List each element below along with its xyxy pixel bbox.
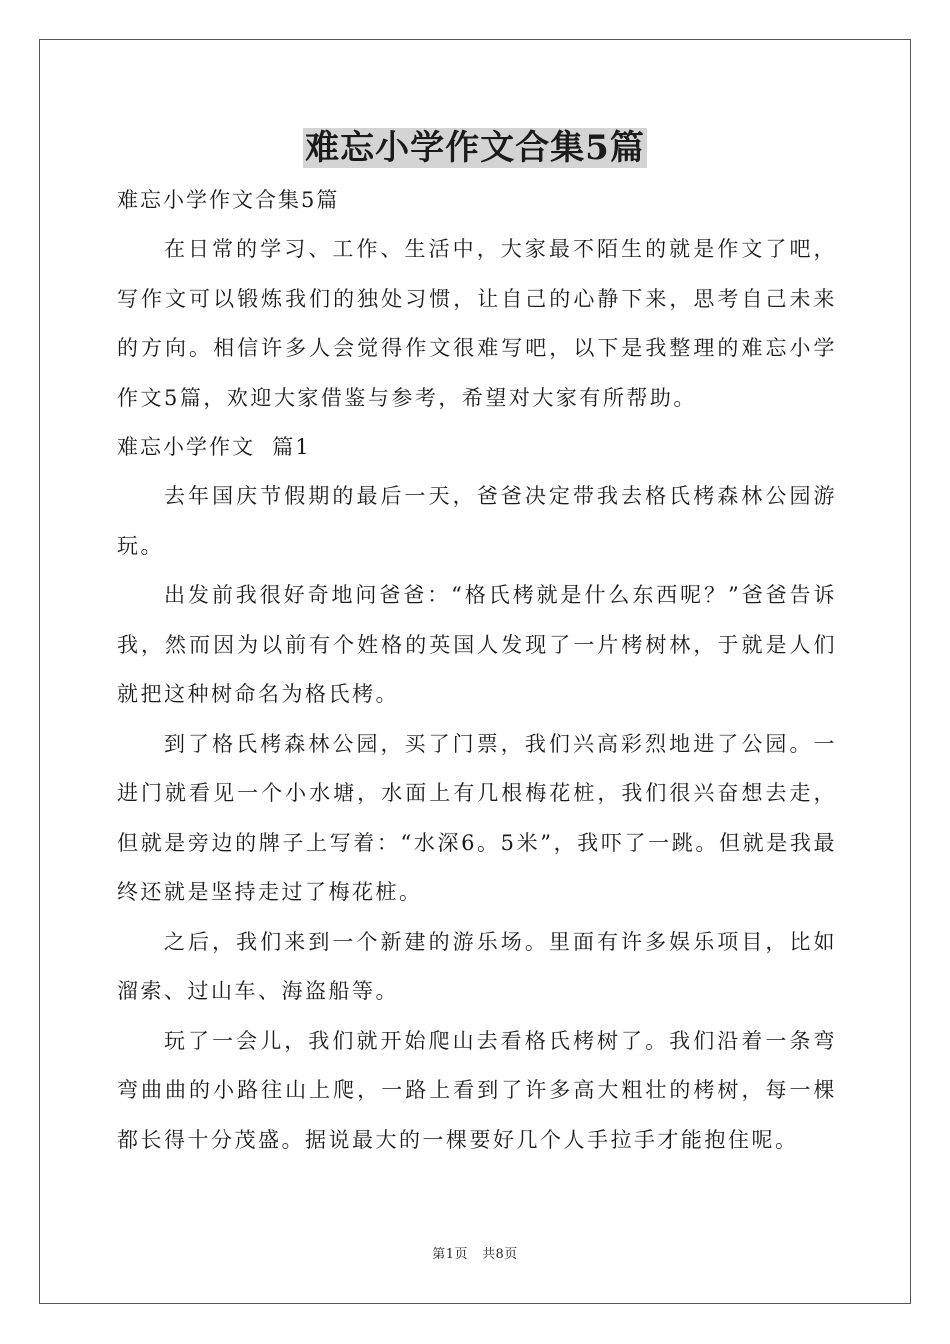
body-paragraph: 出发前我很好奇地问爸爸：“格氏栲就是什么东西呢？”爸爸告诉我，然而因为以前有个姓格的英国人发现了一片栲树林，于就是人们就把这种树命名为格氏栲。: [117, 583, 837, 706]
intro-paragraph: 在日常的学习、工作、生活中，大家最不陌生的就是作文了吧，写作文可以锻炼我们的独处习惯，让自己的心静下来，思考自己未来的方向。相信许多人会觉得作文很难写吧，以下是我整理的难忘小学作文5篇，欢迎大家借鉴与参考，希望对大家有所帮助。: [117, 237, 837, 410]
body-paragraph: 到了格氏栲森林公园，买了门票，我们兴高彩烈地进了公园。一进门就看见一个小水塘，水面上有几根梅花桩，我们很兴奋想去走，但就是旁边的牌子上写着：“水深6。5米”，我吓了一跳。但就是我最终还就是坚持走过了梅花桩。: [117, 731, 837, 904]
document-subtitle: 难忘小学作文合集5篇: [117, 188, 340, 212]
document-body: [117, 176, 837, 1165]
body-paragraph: 玩了一会儿，我们就开始爬山去看格氏栲树了。我们沿着一条弯弯曲曲的小路往山上爬，一路上看到了许多高大粗壮的栲树，每一棵都长得十分茂盛。据说最大的一棵要好几个人手拉手才能抱住呢。: [117, 1028, 837, 1152]
page-count: 共8页: [482, 1247, 518, 1262]
page-number: 第1页: [432, 1247, 468, 1262]
document-title-text: 难忘小学作文合集5篇: [305, 128, 645, 168]
section-heading: 难忘小学作文 篇1: [117, 435, 311, 459]
body-paragraph: 去年国庆节假期的最后一天，爸爸决定带我去格氏栲森林公园游玩。: [117, 484, 837, 558]
body-paragraph: 之后，我们来到一个新建的游乐场。里面有许多娱乐项目，比如溜索、过山车、海盗船等。: [117, 929, 837, 1003]
page-footer: [0, 1245, 950, 1265]
document-title: [0, 126, 950, 170]
